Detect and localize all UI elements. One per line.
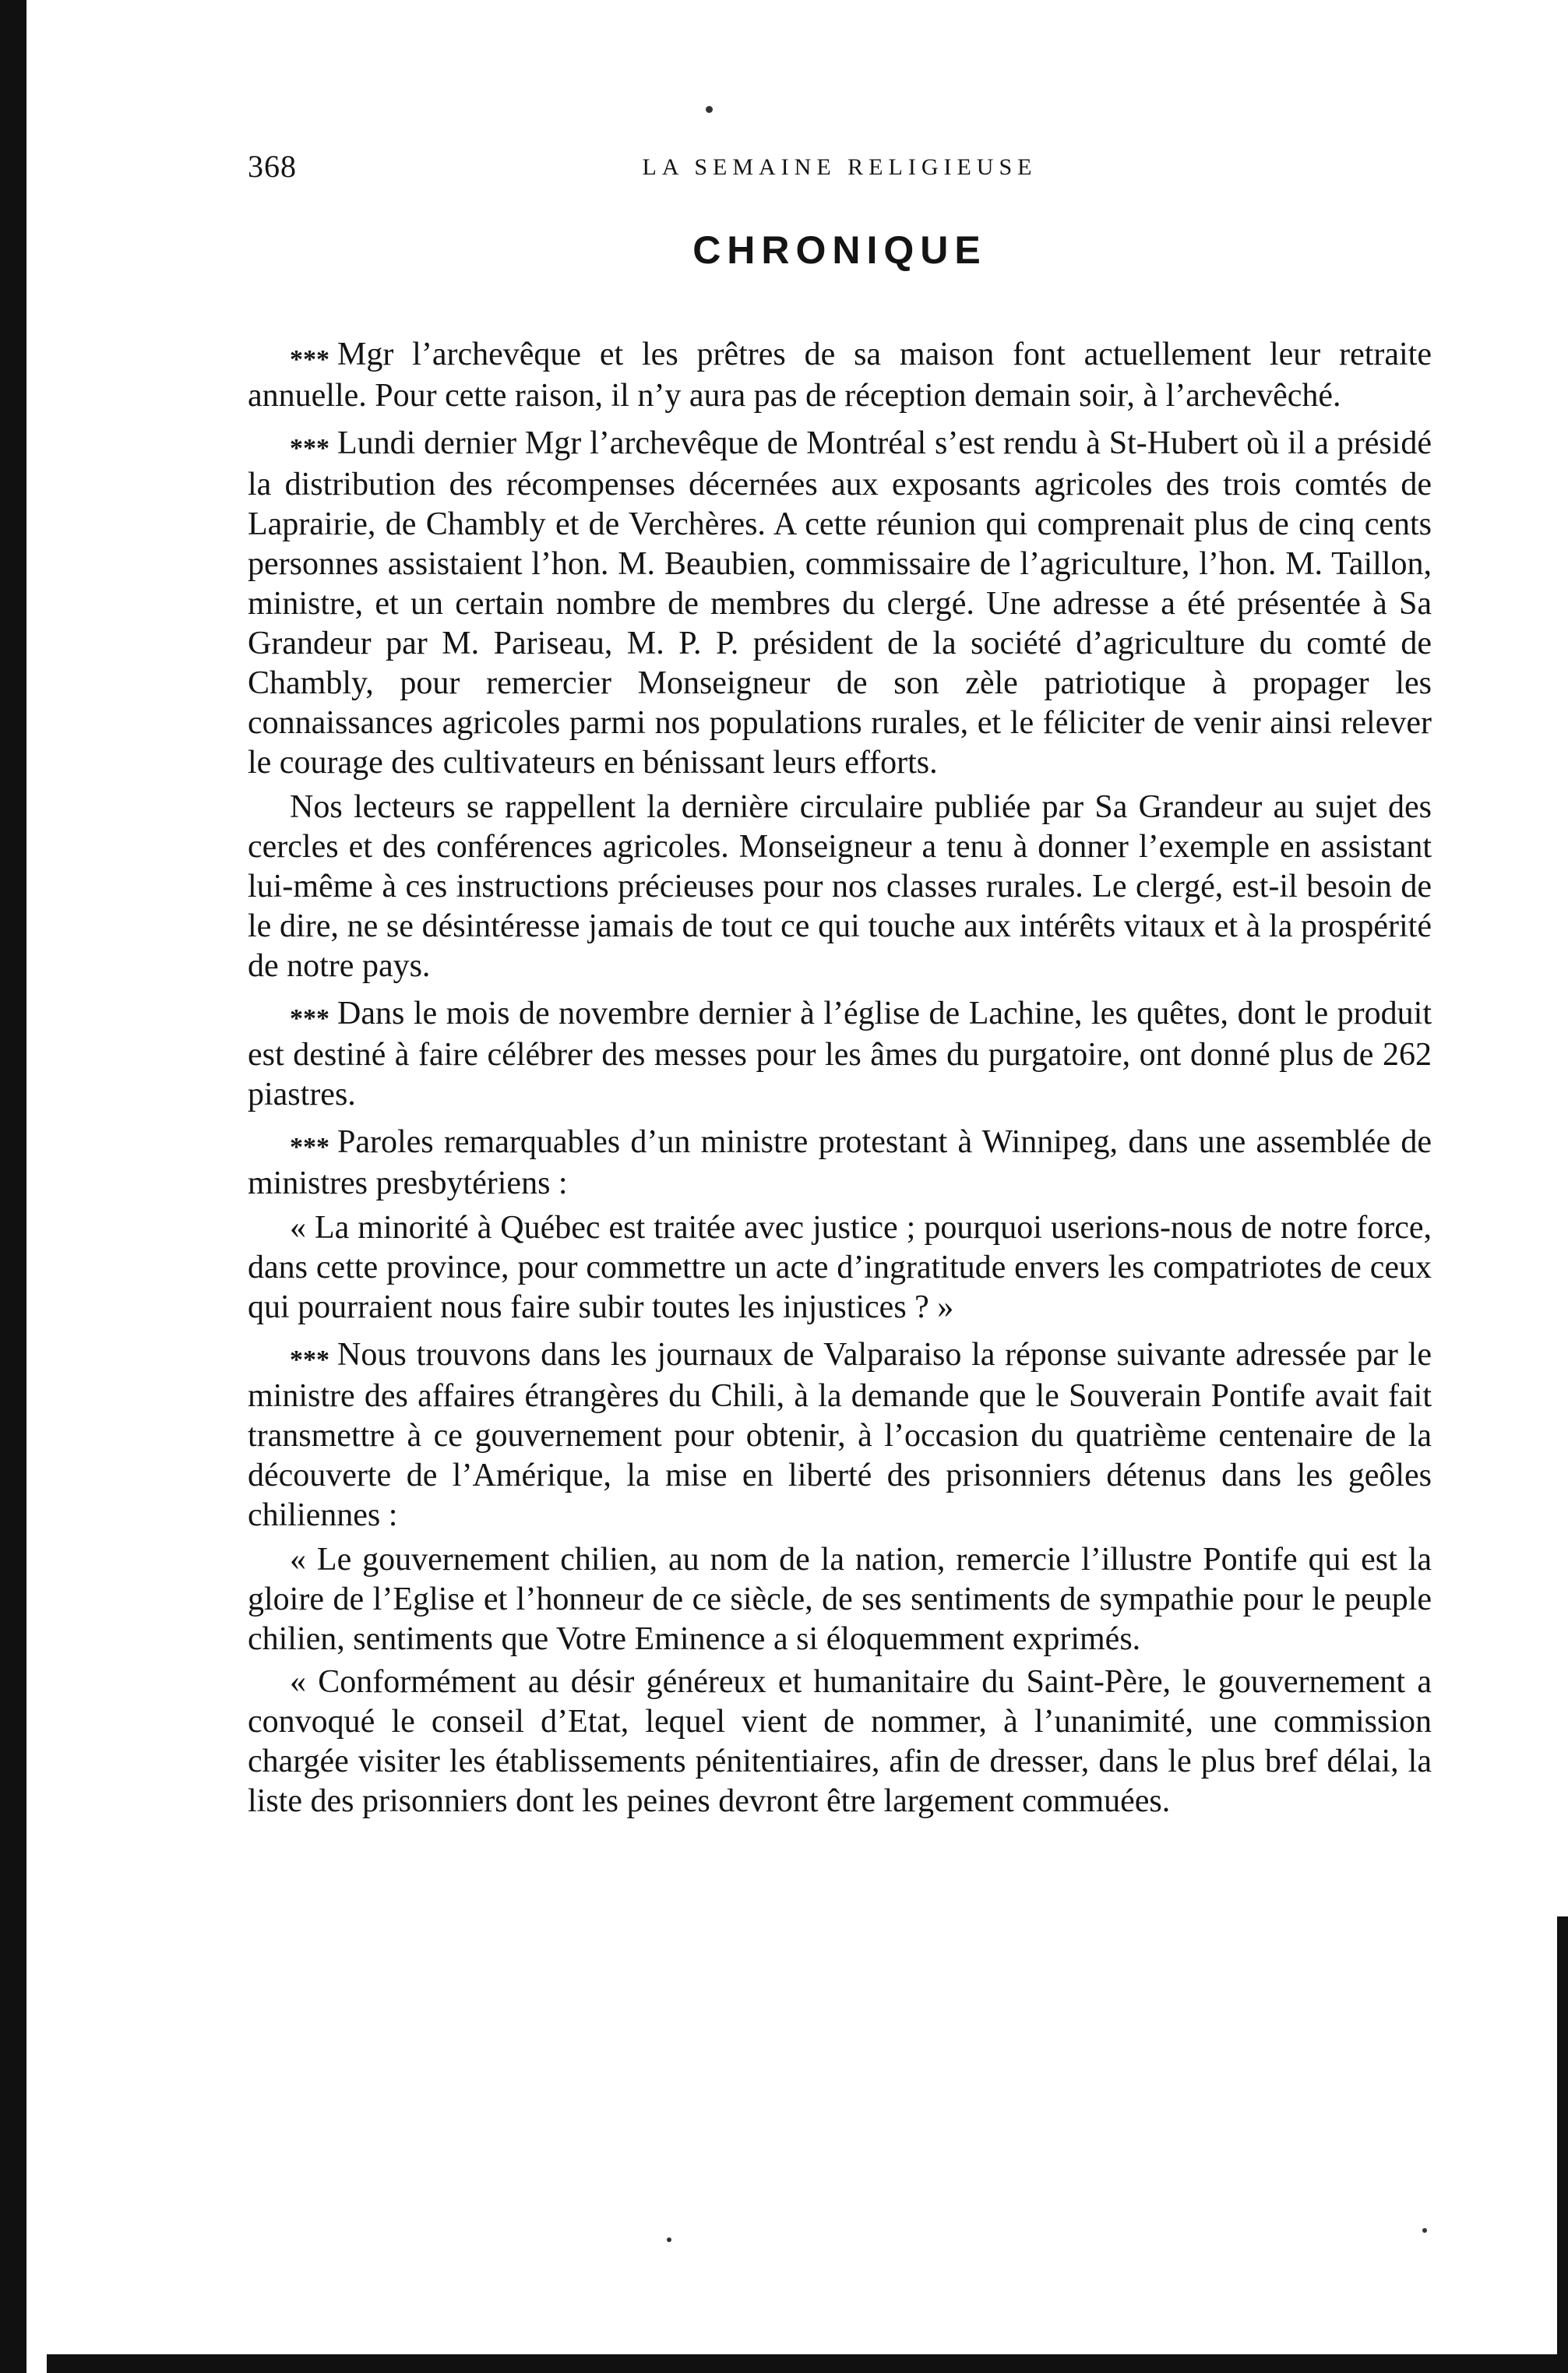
paragraph-circulaire — [248, 788, 1432, 986]
section-title: CHRONIQUE — [692, 228, 987, 272]
scan-speck — [1422, 2228, 1427, 2233]
paragraph-text: Nous trouvons dans les journaux de Valparaiso la réponse suivante adressée par le ministre des affaires étrangères du Chili, à la demande que le Souverain Pontife avait fait transmettre à ce gouvernement pour obtenir, à l’occasion du quatrième centenaire de la découverte de l’Amérique, la mise en liberté des prisonniers détenus dans les geôles chiliennes : — [248, 1337, 1432, 1533]
paragraph-text: « Conformément au désir généreux et humanitaire du Saint-Père, le gouvernement a convoqué le conseil d’Etat, lequel vient de nommer, à l’unanimité, une commission chargée visiter les établissements pénitentiaires, afin de dresser, dans le plus bref délai, la liste des prisonniers dont les peines devront être largement commuées. — [248, 1664, 1432, 1819]
asterism-marker: *** — [290, 1345, 329, 1374]
paragraph-text: Lundi dernier Mgr l’archevêque de Montréal s’est rendu à St-Hubert où il a présidé la distribution des récompenses décernées aux exposants agricoles des trois comtés de Laprairie, de Chambly et de Verchères. A cette réunion qui comprenait plus de cinq cents personnes assistaient l’hon. M. Beaubien, commissaire de l’agriculture, l’hon. M. Taillon, ministre, et un certain nombre de membres du clergé. Une adresse a été présentée à Sa Grandeur par M. Pariseau, M. P. P. président de la société d’agriculture du comté de Chambly, pour remercier Monseigneur de son zèle patriotique à propager les connaissances agricoles parmi nos populations rurales, et le féliciter de venir ainsi relever le courage des cultivateurs en bénissant leurs efforts. — [248, 425, 1432, 781]
paragraph-text: « La minorité à Québec est traitée avec justice ; pourquoi userions-nous de notre force, dans cette province, pour commettre un acte d’ingratitude envers les compatriotes de ceux qui pourraient nous faire subir toutes les injustices ? » — [248, 1210, 1432, 1325]
asterism-marker: *** — [290, 1004, 329, 1033]
page-body — [248, 148, 1432, 1825]
asterism-marker: *** — [290, 345, 329, 374]
paragraph-text: Mgr l’archevêque et les prêtres de sa maison font actuellement leur retraite annuelle. Pour cette raison, il n’y aura pas de réception demain soir, à l’archevêché. — [248, 337, 1432, 414]
scan-edge-bottom — [47, 2354, 1568, 2373]
page-number: 368 — [248, 149, 297, 184]
scan-speck — [667, 2237, 671, 2242]
paragraph-text: Nos lecteurs se rappellent la dernière circulaire publiée par Sa Grandeur au sujet des cercles et des conférences agricoles. Monseigneur a tenu à donner l’exemple en assistant lui-même à ces instructions précieuses pour nos classes rurales. Le clergé, est-il besoin de le dire, ne se désintéresse jamais de tout ce qui touche aux intérêts vitaux et à la prospérité de notre pays. — [248, 789, 1432, 984]
paragraph-retreat — [248, 335, 1432, 416]
running-title: LA SEMAINE RELIGIEUSE — [642, 154, 1038, 180]
paragraph-quote-conformement — [248, 1663, 1432, 1821]
paragraph-text: « Le gouvernement chilien, au nom de la nation, remercie l’illustre Pontife qui est la gloire de l’Eglise et l’honneur de ce siècle, de ses sentiments de sympathie pour le peuple chilien, sentiments que Votre Eminence a si éloquemment exprimés. — [248, 1542, 1432, 1657]
asterism-marker: *** — [290, 1133, 329, 1162]
scan-speck — [706, 106, 713, 113]
paragraph-quote-minorite — [248, 1208, 1432, 1328]
asterism-marker: *** — [290, 434, 329, 463]
paragraph-lachine — [248, 994, 1432, 1115]
running-header — [248, 148, 1432, 187]
paragraph-winnipeg — [248, 1123, 1432, 1204]
paragraph-valparaiso — [248, 1335, 1432, 1536]
paragraph-text: Dans le mois de novembre dernier à l’église de Lachine, les quêtes, dont le produit est destiné à faire célébrer des messes pour les âmes du purgatoire, ont donné plus de 262 piastres. — [248, 996, 1432, 1112]
paragraph-text: Paroles remarquables d’un ministre protestant à Winnipeg, dans une assemblée de ministres presbytériens : — [248, 1124, 1432, 1201]
paragraph-quote-gouvernement — [248, 1540, 1432, 1659]
book-binding-edge — [0, 0, 26, 2373]
paragraph-st-hubert — [248, 424, 1432, 783]
scan-edge-right — [1557, 1916, 1568, 2373]
